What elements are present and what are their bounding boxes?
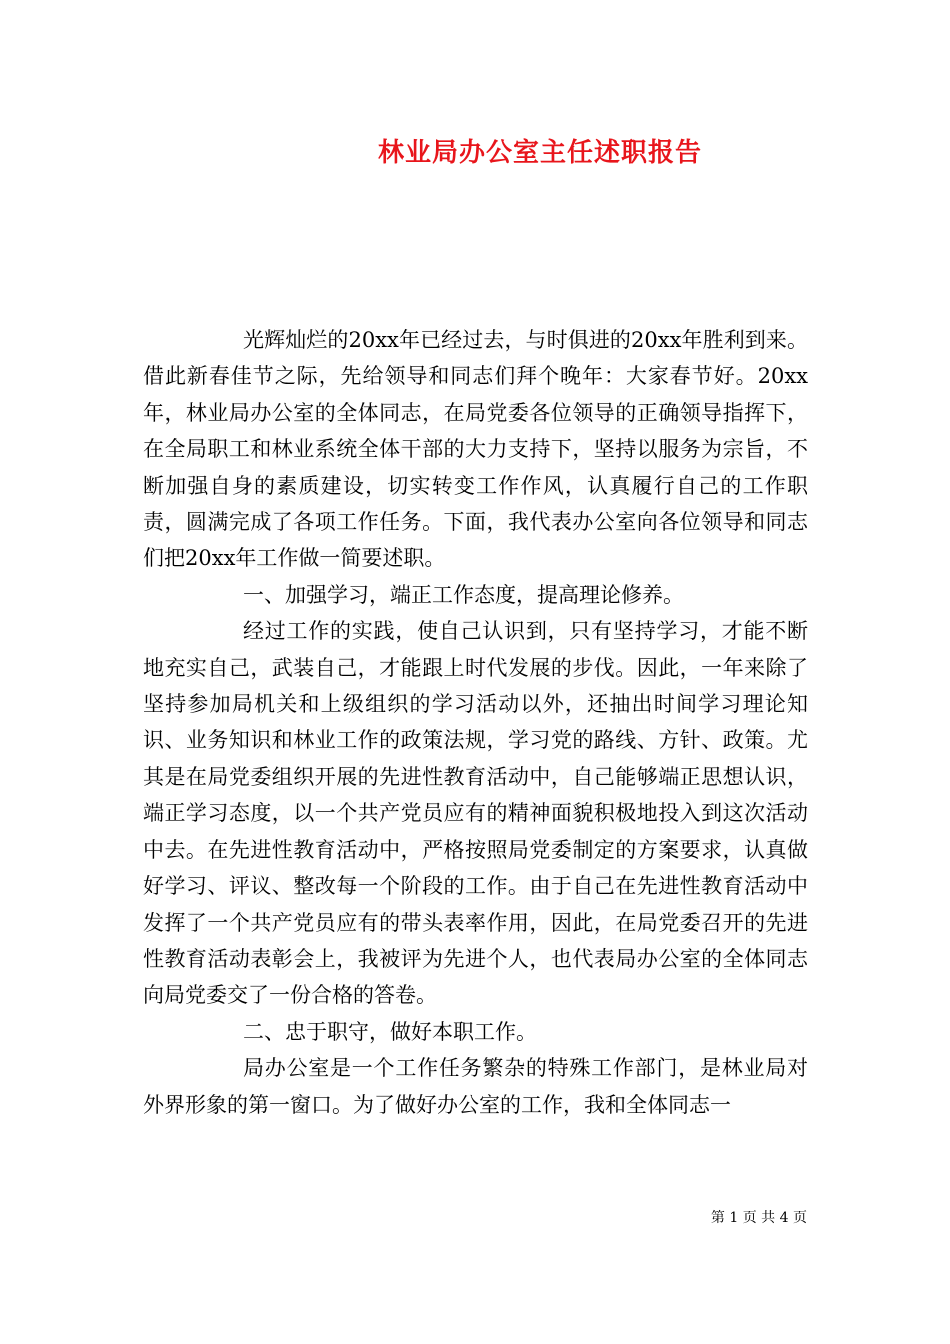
document-title: 林业局办公室主任述职报告 <box>377 138 702 168</box>
paragraph-section-2: 局办公室是一个工作任务繁杂的特殊工作部门，是林业局对外界形象的第一窗口。为了做好办公室的工作，我和全体同志一 <box>143 1056 808 1117</box>
section-heading-1: 一、加强学习，端正工作态度，提高理论修养。 <box>243 582 684 607</box>
paragraph-section-1: 经过工作的实践，使自己认识到，只有坚持学习，才能不断地充实自己，武装自己，才能跟上时代发展的步伐。因此，一年来除了坚持参加局机关和上级组织的学习活动以外，还抽出时间学习理论知识、业务知识和林业工作的政策法规，学习党的路线、方针、政策。尤其是在局党委组织开展的先进性教育活动中，自己能够端正思想认识，端正学习态度，以一个共产党员应有的精神面貌积极地投入到这次活动中去。在先进性教育活动中，严格按照局党委制定的方案要求，认真做好学习、评议、整改每一个阶段的工作。由于自己在先进性教育活动中发挥了一个共产党员应有的带头表率作用，因此，在局党委召开的先进性教育活动表彰会上，我被评为先进个人，也代表局办公室的全体同志向局党委交了一份合格的答卷。 <box>143 619 808 1008</box>
page-number: 第 1 页 共 4 页 <box>710 1210 807 1226</box>
document-body <box>143 322 808 1123</box>
section-heading-2: 二、忠于职守，做好本职工作。 <box>243 1019 537 1044</box>
paragraph-intro: 光辉灿烂的20xx年已经过去，与时俱进的20xx年胜利到来。借此新春佳节之际，先给领导和同志们拜个晚年：大家春节好。20xx年，林业局办公室的全体同志，在局党委各位领导的正确领导指挥下，在全局职工和林业系统全体干部的大力支持下，坚持以服务为宗旨，不断加强自身的素质建设，切实转变工作作风，认真履行自己的工作职责，圆满完成了各项工作任务。下面，我代表办公室向各位领导和同志们把20xx年工作做一简要述职。 <box>143 328 808 571</box>
